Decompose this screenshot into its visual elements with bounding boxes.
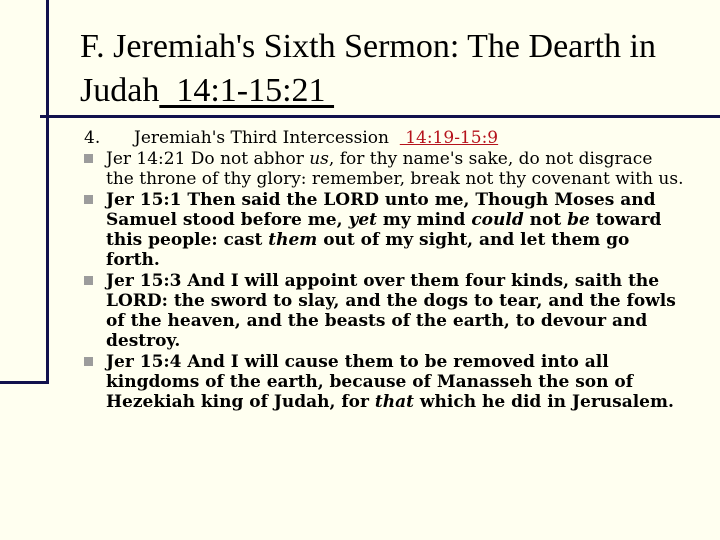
italic-text: that — [374, 392, 414, 412]
section-number: 4. — [84, 128, 101, 148]
section-heading — [84, 128, 684, 149]
title-divider — [40, 115, 720, 118]
bullet-item — [84, 352, 684, 412]
text-run: toward this people: cast — [106, 210, 662, 250]
text-run: , for thy name's sake, do not disgrace the throne of thy glory: remember, break not thy covenant with us. — [106, 149, 684, 189]
text-run: Jer 15:1 Then said the LORD unto me, Though Moses and Samuel stood before me, — [106, 190, 656, 230]
text-run: my mind — [376, 210, 472, 230]
bullet-item — [84, 190, 684, 270]
italic-text: us — [309, 149, 329, 169]
bullet-item — [84, 271, 684, 351]
slide-body — [84, 128, 684, 412]
bullet-text — [106, 352, 684, 412]
title-reference: 14:1-15:21 — [159, 72, 335, 109]
bullet-item — [84, 149, 684, 189]
italic-text: yet — [348, 210, 377, 230]
text-run: Jer 15:4 And I will cause them to be removed into all kingdoms of the earth, because of Manasseh the son of Hezekiah king of Judah, for — [106, 352, 634, 412]
text-run: Jer 15:3 And I will appoint over them four kinds, saith the LORD: the sword to slay, and the dogs to tear, and the fowls of the heaven, and the beasts of the earth, to devour and destroy. — [106, 271, 676, 351]
bullet-text — [106, 190, 684, 270]
left-divider — [0, 381, 49, 384]
bullet-square-icon — [84, 357, 93, 366]
text-run: Jer 14:21 Do not abhor — [106, 149, 310, 169]
text-run: out of my sight, and let them go forth. — [106, 230, 630, 270]
section-heading-label: Jeremiah's Third Intercession — [134, 128, 400, 148]
text-run: not — [523, 210, 568, 230]
italic-text: could — [471, 210, 524, 230]
section-heading-text — [134, 128, 498, 148]
bullet-square-icon — [84, 195, 93, 204]
italic-text: them — [268, 230, 318, 250]
bullet-square-icon — [84, 154, 93, 163]
bullet-list — [84, 149, 684, 412]
bullet-square-icon — [84, 276, 93, 285]
bullet-text — [106, 149, 684, 189]
text-run: which he did in Jerusalem. — [413, 392, 674, 412]
bullet-text — [106, 271, 684, 351]
section-reference: 14:19-15:9 — [399, 128, 499, 148]
slide-title — [80, 25, 700, 113]
vertical-rule — [46, 0, 49, 384]
title-main: F. Jeremiah's Sixth Sermon: The Dearth in Judah — [80, 28, 656, 109]
italic-text: be — [567, 210, 590, 230]
